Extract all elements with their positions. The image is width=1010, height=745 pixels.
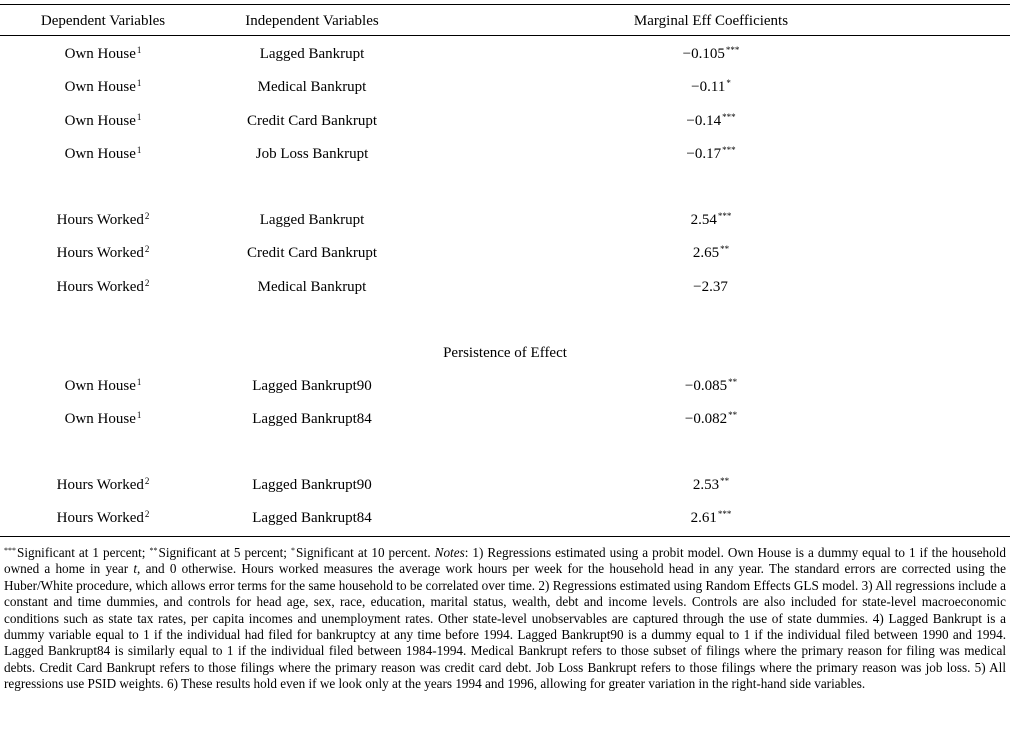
table-row-coefficient: −2.37 bbox=[693, 279, 728, 295]
table-row-independent: Lagged Bankrupt90 bbox=[252, 378, 372, 394]
notes-sig5-stars: ** bbox=[149, 546, 158, 555]
table-top-rule bbox=[0, 4, 1010, 5]
table-bottom-rule bbox=[0, 536, 1010, 537]
header-independent-variables: Independent Variables bbox=[245, 13, 379, 29]
table-row-dependent: Own House$^1$ bbox=[64, 78, 142, 95]
table-row-dependent: Own House$^1$ bbox=[64, 377, 142, 394]
table-row-coefficient: 2.65** bbox=[692, 244, 730, 261]
table-row-dependent: Hours Worked$^2$ bbox=[56, 476, 150, 493]
table-row-dependent: Hours Worked$^2$ bbox=[56, 278, 150, 295]
table-row-dependent: Own House$^1$ bbox=[64, 145, 142, 162]
table-row-coefficient: −0.085** bbox=[684, 377, 738, 394]
notes-sig1-stars: *** bbox=[4, 546, 16, 555]
table-row-dependent: Hours Worked$^2$ bbox=[56, 211, 150, 228]
table-row-coefficient: 2.53** bbox=[692, 476, 730, 493]
table-row-independent: Credit Card Bankrupt bbox=[247, 245, 377, 261]
table-row-coefficient: 2.54*** bbox=[690, 211, 732, 228]
section-persistence-of-effect: Persistence of Effect bbox=[443, 345, 567, 361]
table-row-coefficient: −0.105*** bbox=[682, 45, 740, 62]
notes-t-variable: t bbox=[133, 561, 138, 577]
table-row-dependent: Own House$^1$ bbox=[64, 45, 142, 62]
table-row-independent: Job Loss Bankrupt bbox=[255, 146, 369, 162]
table-row-independent: Lagged Bankrupt84 bbox=[252, 510, 372, 526]
table-row-dependent: Own House$^1$ bbox=[64, 112, 142, 129]
table-row-coefficient: −0.11* bbox=[691, 78, 731, 95]
table-row-independent: Medical Bankrupt bbox=[257, 79, 367, 95]
table-row-coefficient: 2.61*** bbox=[690, 509, 732, 526]
table-row-independent: Lagged Bankrupt90 bbox=[252, 477, 372, 493]
notes-label: Notes bbox=[434, 545, 465, 560]
header-rule bbox=[0, 35, 1010, 36]
table-row-coefficient: −0.14*** bbox=[686, 112, 736, 129]
table-row-dependent: Own House$^1$ bbox=[64, 410, 142, 427]
table-row-coefficient: −0.17*** bbox=[686, 145, 736, 162]
table-row-coefficient: −0.082** bbox=[684, 410, 738, 427]
table-row-dependent: Hours Worked$^2$ bbox=[56, 509, 150, 526]
table-row-dependent: Hours Worked$^2$ bbox=[56, 244, 150, 261]
table-row-independent: Medical Bankrupt bbox=[257, 279, 367, 295]
table-row-independent: Lagged Bankrupt bbox=[259, 46, 365, 62]
table-row-independent: Lagged Bankrupt bbox=[259, 212, 365, 228]
header-dependent-variables: Dependent Variables bbox=[40, 13, 166, 29]
table-row-independent: Lagged Bankrupt84 bbox=[252, 411, 372, 427]
table-notes: ***Significant at 1 percent; **Significant at 5 percent; *Significant at 10 percent. Notes: 1) Regressions estimated using a probit model. Own House is a dummy equal to 1 if the household owned a home in year t, and 0 otherwise. Hours worked measures the average work hours per week for the household head in any year. The standard errors are corrected using the Huber/White procedure, which allows error terms for the same household to be correlated over time. 2) Regressions estimated using Random Effects GLS model. 3) All regressions include a constant and time dummies, and controls for head age, sex, race, education, marital status, wealth, debt and income levels. Controls are also included for state-level macroeconomic conditions such as state tax rates, per capita incomes and unemployment rates. Other state-level unobservables are captured through the use of state dummies. 4) Lagged Bankrupt is a dummy variable equal to 1 if the individual had filed for bankruptcy at any time before 1994. Lagged Bankrupt90 is a dummy equal to 1 if the individual filed between 1990 and 1994. Lagged Bankrupt84 is similarly equal to 1 if the individual filed between 1984-1994. Medical Bankrupt refers to those subset of filings where the primary reason for filing was medical debts. Credit Card Bankrupt refers to those filings where the primary reason was credit card debt. Job Loss Bankrupt refers to those filings where the primary reason was job loss. 5) All regressions use PSID weights. 6) These results hold even if we look only at the years 1994 and 1996, allowing for greater variation in the right-hand side variables. bbox=[4, 545, 1007, 692]
header-marginal-eff-coefficients: Marginal Eff Coefficients bbox=[633, 13, 789, 29]
notes-sig10-stars: * bbox=[290, 546, 295, 555]
table-row-independent: Credit Card Bankrupt bbox=[247, 113, 377, 129]
